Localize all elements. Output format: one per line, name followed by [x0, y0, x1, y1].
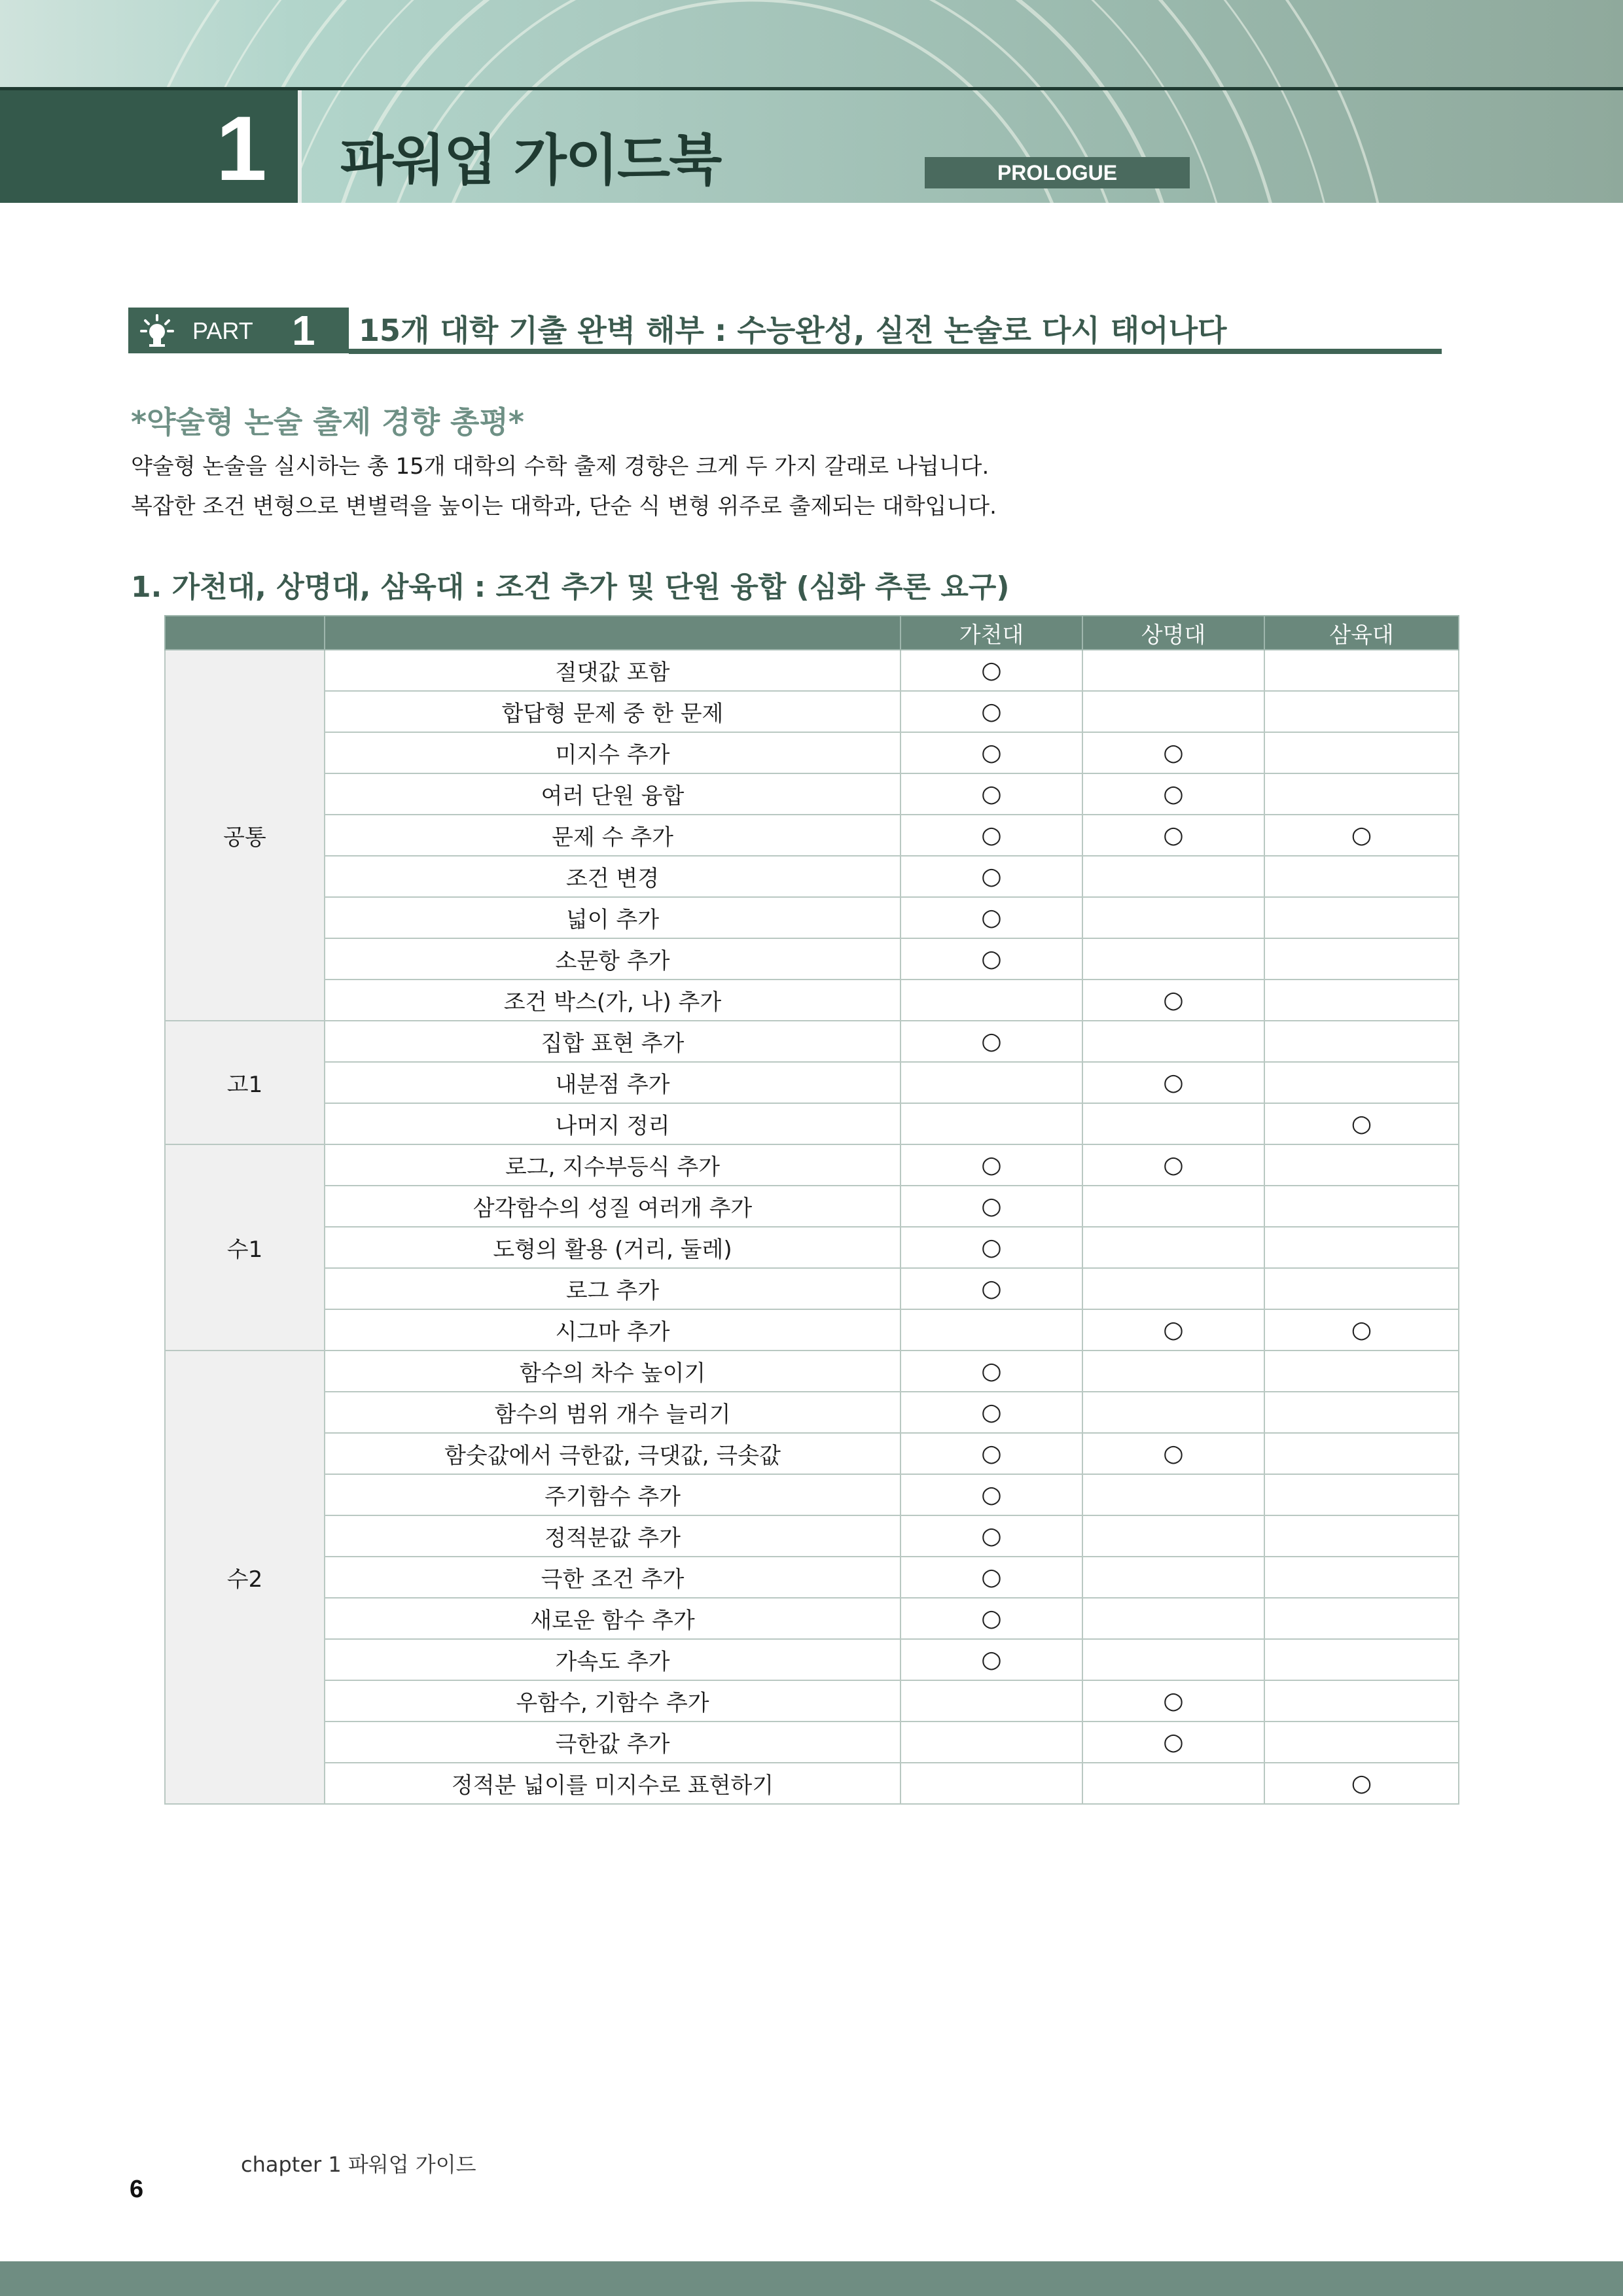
mark-cell	[1264, 938, 1459, 980]
mark-cell: ○	[1264, 1309, 1459, 1351]
mark-cell	[1082, 856, 1264, 897]
table-row	[165, 1062, 1459, 1103]
mark-cell	[901, 980, 1082, 1021]
mark-cell	[1082, 650, 1264, 691]
item-cell: 정적분 넓이를 미지수로 표현하기	[325, 1763, 901, 1804]
mark-cell	[1264, 691, 1459, 732]
mark-cell	[1264, 980, 1459, 1021]
mark-cell	[1264, 1021, 1459, 1062]
part-label: PART	[192, 317, 253, 344]
mark-cell: ○	[901, 1557, 1082, 1598]
table-row	[165, 815, 1459, 856]
footer-bar	[0, 2261, 1623, 2296]
table-row	[165, 1515, 1459, 1557]
mark-cell	[1264, 1433, 1459, 1474]
mark-cell	[1082, 1557, 1264, 1598]
header-divider	[298, 90, 302, 203]
overview-line-1: 약술형 논술을 실시하는 총 15개 대학의 수학 출제 경향은 크게 두 가지 갈래로 나뉩니다.	[131, 453, 990, 480]
header-gachon: 가천대	[901, 616, 1082, 650]
item-cell: 함수의 차수 높이기	[325, 1351, 901, 1392]
item-cell: 집합 표현 추가	[325, 1021, 901, 1062]
item-cell: 가속도 추가	[325, 1639, 901, 1680]
table-row	[165, 1103, 1459, 1144]
mark-cell	[1082, 1763, 1264, 1804]
table-row	[165, 1186, 1459, 1227]
mark-cell: ○	[901, 1351, 1082, 1392]
item-cell: 문제 수 추가	[325, 815, 901, 856]
mark-cell: ○	[901, 1021, 1082, 1062]
table-row	[165, 1309, 1459, 1351]
mark-cell: ○	[901, 815, 1082, 856]
mark-cell	[1264, 1186, 1459, 1227]
mark-cell	[1264, 1557, 1459, 1598]
table-row	[165, 1144, 1459, 1186]
table-row	[165, 980, 1459, 1021]
item-cell: 함숫값에서 극한값, 극댓값, 극솟값	[325, 1433, 901, 1474]
table-row	[165, 1021, 1459, 1062]
mark-cell	[1082, 1639, 1264, 1680]
mark-cell	[1082, 1392, 1264, 1433]
mark-cell: ○	[901, 1186, 1082, 1227]
mark-cell: ○	[901, 897, 1082, 938]
header-sangmyung: 상명대	[1082, 616, 1264, 650]
table-row	[165, 1268, 1459, 1309]
mark-cell: ○	[901, 1515, 1082, 1557]
group-cell: 수2	[165, 1351, 325, 1804]
item-cell: 여러 단원 융합	[325, 773, 901, 815]
mark-cell	[1082, 1351, 1264, 1392]
item-cell: 절댓값 포함	[325, 650, 901, 691]
table-row	[165, 1227, 1459, 1268]
mark-cell	[1264, 1268, 1459, 1309]
table-row	[165, 1557, 1459, 1598]
mark-cell	[901, 1062, 1082, 1103]
table-row	[165, 773, 1459, 815]
item-cell: 삼각함수의 성질 여러개 추가	[325, 1186, 901, 1227]
overview-heading: *약술형 논술 출제 경향 총평*	[131, 404, 524, 440]
mark-cell: ○	[1082, 773, 1264, 815]
item-cell: 소문항 추가	[325, 938, 901, 980]
mark-cell: ○	[1082, 1680, 1264, 1722]
footer-chapter-label: chapter 1 파워업 가이드	[241, 2152, 476, 2177]
table-row	[165, 1433, 1459, 1474]
exam-trend-table	[164, 615, 1459, 1805]
group-cell: 공통	[165, 650, 325, 1021]
mark-cell	[1264, 897, 1459, 938]
table-row	[165, 650, 1459, 691]
overview-line-2: 복잡한 조건 변형으로 변별력을 높이는 대학과, 단순 식 변형 위주로 출제되는 대학입니다.	[131, 493, 997, 520]
mark-cell	[1264, 1639, 1459, 1680]
mark-cell	[1264, 1474, 1459, 1515]
mark-cell: ○	[901, 1227, 1082, 1268]
mark-cell	[901, 1103, 1082, 1144]
mark-cell: ○	[1082, 1722, 1264, 1763]
item-cell: 주기함수 추가	[325, 1474, 901, 1515]
prologue-badge: PROLOGUE	[925, 157, 1190, 188]
table-row	[165, 1474, 1459, 1515]
mark-cell	[1082, 1021, 1264, 1062]
page-number: 6	[130, 2176, 144, 2203]
mark-cell	[1264, 856, 1459, 897]
mark-cell	[1082, 1268, 1264, 1309]
mark-cell	[1264, 1062, 1459, 1103]
mark-cell: ○	[901, 1598, 1082, 1639]
item-cell: 로그 추가	[325, 1268, 901, 1309]
mark-cell	[1264, 1227, 1459, 1268]
item-cell: 로그, 지수부등식 추가	[325, 1144, 901, 1186]
table-row	[165, 1351, 1459, 1392]
mark-cell	[1264, 1144, 1459, 1186]
mark-cell: ○	[901, 1268, 1082, 1309]
part-title: 15개 대학 기출 완벽 해부 : 수능완성, 실전 논술로 다시 태어나다	[359, 313, 1227, 348]
mark-cell	[1082, 1474, 1264, 1515]
table-row	[165, 1680, 1459, 1722]
item-cell: 도형의 활용 (거리, 둘레)	[325, 1227, 901, 1268]
table-row	[165, 856, 1459, 897]
table-row	[165, 1639, 1459, 1680]
mark-cell: ○	[1264, 1763, 1459, 1804]
mark-cell: ○	[901, 773, 1082, 815]
mark-cell: ○	[1082, 980, 1264, 1021]
mark-cell	[1264, 773, 1459, 815]
header-sahmyook: 삼육대	[1264, 616, 1459, 650]
group-cell: 고1	[165, 1021, 325, 1144]
section-heading: 1. 가천대, 상명대, 삼육대 : 조건 추가 및 단원 융합 (심화 추론 요구)	[131, 571, 1010, 604]
mark-cell: ○	[901, 1639, 1082, 1680]
mark-cell: ○	[1082, 1309, 1264, 1351]
item-cell: 합답형 문제 중 한 문제	[325, 691, 901, 732]
mark-cell: ○	[901, 1474, 1082, 1515]
mark-cell	[1082, 1186, 1264, 1227]
mark-cell	[1264, 1722, 1459, 1763]
mark-cell: ○	[901, 691, 1082, 732]
mark-cell	[901, 1722, 1082, 1763]
item-cell: 새로운 함수 추가	[325, 1598, 901, 1639]
header-group	[165, 616, 325, 650]
item-cell: 함수의 범위 개수 늘리기	[325, 1392, 901, 1433]
table-row	[165, 1722, 1459, 1763]
table-body	[165, 650, 1459, 1804]
page-title: 파워업 가이드북	[340, 128, 721, 192]
mark-cell	[1082, 691, 1264, 732]
mark-cell	[1264, 1515, 1459, 1557]
item-cell: 조건 박스(가, 나) 추가	[325, 980, 901, 1021]
item-cell: 시그마 추가	[325, 1309, 901, 1351]
table-row	[165, 1763, 1459, 1804]
mark-cell	[1082, 1103, 1264, 1144]
mark-cell	[901, 1763, 1082, 1804]
mark-cell	[1264, 1392, 1459, 1433]
chapter-number: 1	[216, 97, 267, 200]
mark-cell	[1264, 650, 1459, 691]
mark-cell	[1082, 938, 1264, 980]
table-header-row	[165, 616, 1459, 650]
mark-cell	[1264, 732, 1459, 773]
item-cell: 나머지 정리	[325, 1103, 901, 1144]
mark-cell: ○	[901, 1433, 1082, 1474]
item-cell: 조건 변경	[325, 856, 901, 897]
header-item	[325, 616, 901, 650]
item-cell: 내분점 추가	[325, 1062, 901, 1103]
mark-cell: ○	[901, 650, 1082, 691]
mark-cell: ○	[901, 1392, 1082, 1433]
mark-cell: ○	[1082, 815, 1264, 856]
mark-cell	[1264, 1598, 1459, 1639]
mark-cell	[901, 1309, 1082, 1351]
table-row	[165, 732, 1459, 773]
mark-cell: ○	[1082, 732, 1264, 773]
part-underline	[349, 349, 1442, 354]
mark-cell: ○	[1264, 1103, 1459, 1144]
mark-cell: ○	[901, 938, 1082, 980]
mark-cell	[1264, 1680, 1459, 1722]
item-cell: 정적분값 추가	[325, 1515, 901, 1557]
item-cell: 넓이 추가	[325, 897, 901, 938]
mark-cell: ○	[1082, 1062, 1264, 1103]
item-cell: 미지수 추가	[325, 732, 901, 773]
part-number: 1	[292, 307, 315, 354]
mark-cell	[901, 1680, 1082, 1722]
table-row	[165, 1598, 1459, 1639]
mark-cell: ○	[1264, 815, 1459, 856]
mark-cell: ○	[901, 856, 1082, 897]
item-cell: 우함수, 기함수 추가	[325, 1680, 901, 1722]
mark-cell: ○	[1082, 1433, 1264, 1474]
mark-cell	[1082, 1227, 1264, 1268]
table-row	[165, 938, 1459, 980]
mark-cell	[1264, 1351, 1459, 1392]
mark-cell	[1082, 1515, 1264, 1557]
table-row	[165, 897, 1459, 938]
item-cell: 극한값 추가	[325, 1722, 901, 1763]
item-cell: 극한 조건 추가	[325, 1557, 901, 1598]
mark-cell	[1082, 897, 1264, 938]
mark-cell: ○	[901, 1144, 1082, 1186]
mark-cell	[1082, 1598, 1264, 1639]
lightbulb-icon	[139, 313, 175, 349]
mark-cell: ○	[1082, 1144, 1264, 1186]
table-row	[165, 1392, 1459, 1433]
group-cell: 수1	[165, 1144, 325, 1351]
table-row	[165, 691, 1459, 732]
mark-cell: ○	[901, 732, 1082, 773]
